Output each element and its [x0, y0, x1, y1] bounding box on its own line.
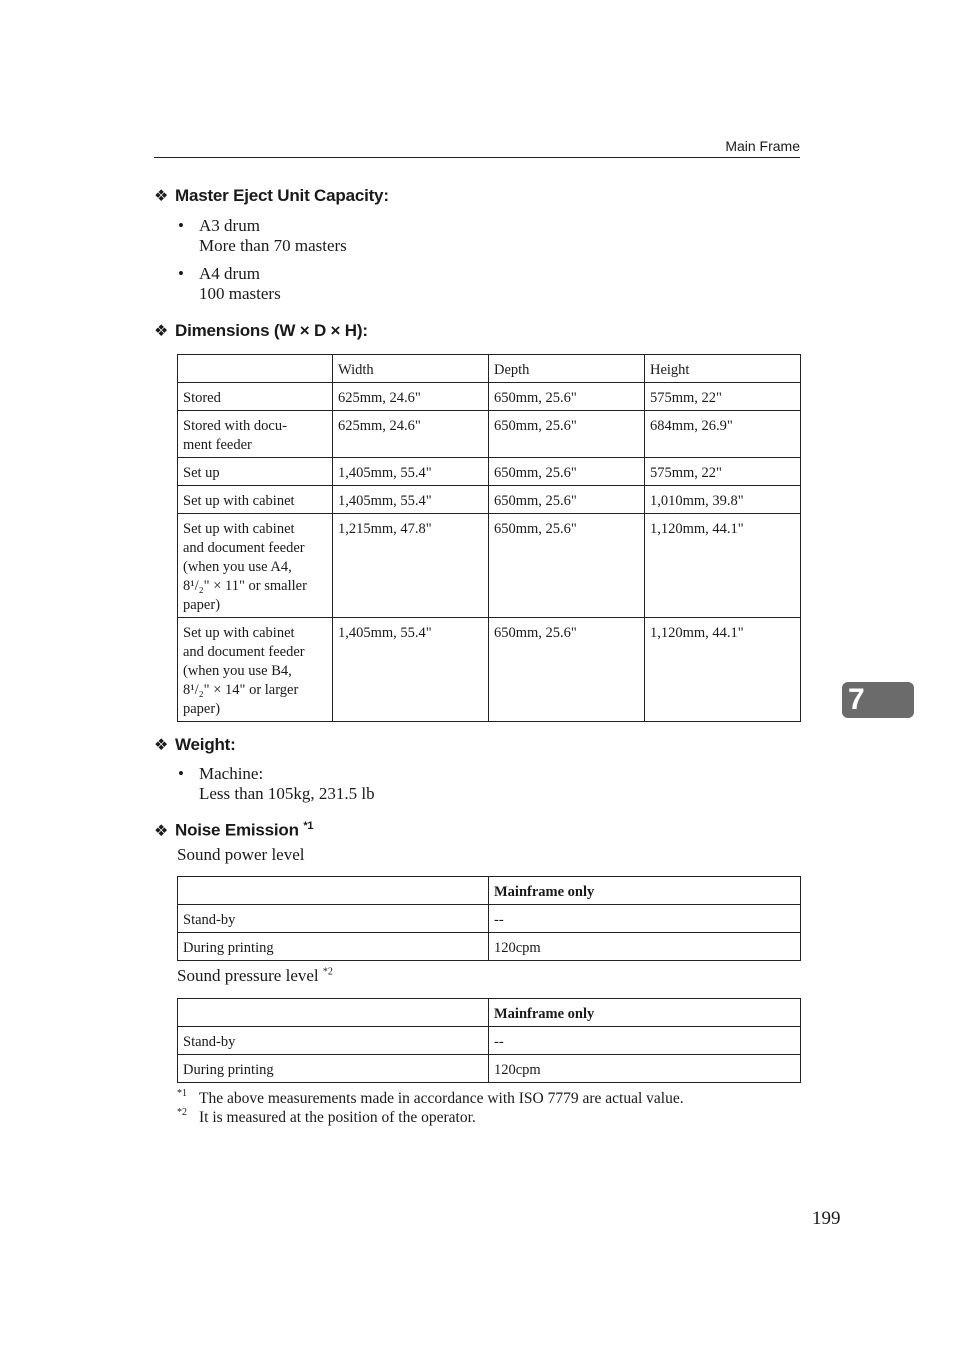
list-item: • A3 drum More than 70 masters [178, 216, 347, 255]
eject-capacity-heading: ❖ Master Eject Unit Capacity: [154, 186, 389, 205]
table-row: Stored with docu- ment feeder 625mm, 24.6" 650mm, 25.6" 684mm, 26.9" [178, 411, 801, 458]
page-number: 199 [812, 1208, 841, 1229]
footnote-reference: *1 [303, 820, 314, 832]
bullet-icon: • [178, 216, 184, 235]
column-header-depth: Depth [489, 355, 645, 383]
bullet-icon: • [178, 264, 184, 283]
sound-pressure-label: Sound pressure level $^{*2}$ [177, 966, 333, 985]
dimensions-heading: ❖ Dimensions (W × D × H): [154, 321, 368, 340]
sound-pressure-table [177, 998, 801, 1083]
table-row: Set up with cabinet and document feeder (when you use A4, 8¹/₂" × 11" or smaller paper) 1,215mm, 47.8" 650mm, 25.6" 1,120mm, 44.1" [178, 514, 801, 618]
footnote-reference: *2 [322, 966, 333, 978]
column-header-mainframe: Mainframe only [489, 877, 801, 905]
table-header-row [178, 999, 801, 1027]
diamond-bullet-icon: ❖ [154, 188, 169, 205]
column-header-height: Height [645, 355, 801, 383]
table-row: Set up with cabinet 1,405mm, 55.4" 650mm, 25.6" 1,010mm, 39.8" [178, 486, 801, 514]
dimensions-table [177, 354, 801, 722]
table-row: During printing 120cpm [178, 1055, 801, 1083]
chapter-tab: 7 [842, 682, 914, 718]
table-row: Stored 625mm, 24.6" 650mm, 25.6" 575mm, 22" [178, 383, 801, 411]
running-header: Main Frame [154, 138, 800, 158]
column-header-width: Width [333, 355, 489, 383]
footnote: *2 It is measured at the position of the operator. [177, 1107, 476, 1126]
list-item: • A4 drum 100 masters [178, 264, 281, 303]
list-item: • Machine: Less than 105kg, 231.5 lb [178, 764, 375, 803]
footnotes [177, 1089, 684, 1127]
table-row: During printing 120cpm [178, 933, 801, 961]
noise-emission-heading: ❖ Noise Emission $^{*1}$ [154, 820, 314, 840]
table-header-row [178, 877, 801, 905]
weight-heading: ❖ Weight: [154, 735, 236, 754]
column-header-mainframe: Mainframe only [489, 999, 801, 1027]
table-row: Set up 1,405mm, 55.4" 650mm, 25.6" 575mm, 22" [178, 458, 801, 486]
table-header-row [178, 355, 801, 383]
table-row: Stand-by -- [178, 1027, 801, 1055]
diamond-bullet-icon: ❖ [154, 323, 169, 340]
diamond-bullet-icon: ❖ [154, 822, 169, 840]
footnote: *1 The above measurements made in accordance with ISO 7779 are actual value. [177, 1088, 684, 1107]
diamond-bullet-icon: ❖ [154, 737, 169, 754]
bullet-icon: • [178, 764, 184, 783]
table-row: Set up with cabinet and document feeder (when you use B4, 8¹/₂" × 14" or larger paper) 1,405mm, 55.4" 650mm, 25.6" 1,120mm, 44.1" [178, 618, 801, 722]
table-row: Stand-by -- [178, 905, 801, 933]
sound-power-label: Sound power level [177, 845, 305, 864]
sound-power-table [177, 876, 801, 961]
